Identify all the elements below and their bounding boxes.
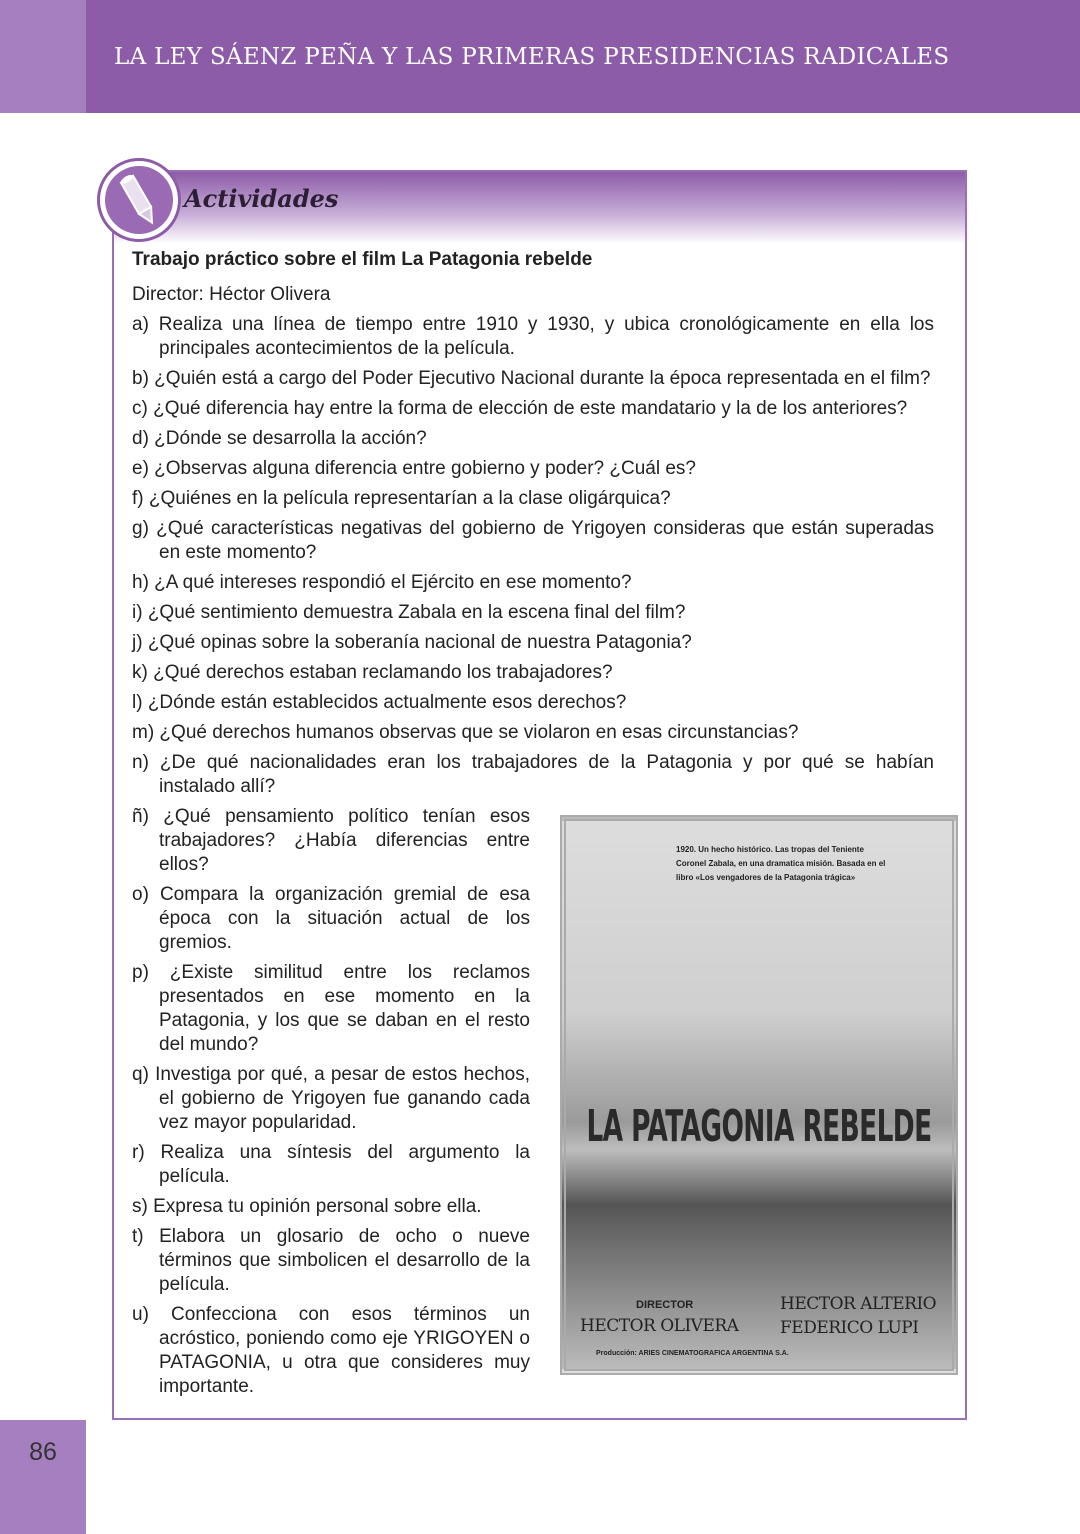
activity-item: i) ¿Qué sentimiento demuestra Zabala en la escena final del film? bbox=[132, 602, 686, 623]
director-line: Director: Héctor Olivera bbox=[132, 284, 331, 305]
activity-item: q) Investiga por qué, a pesar de estos hechos, el gobierno de Yrigoyen fue ganando cada vez mayor popularidad. bbox=[132, 1064, 530, 1133]
chapter-title: LA LEY SÁENZ PEÑA Y LAS PRIMERAS PRESIDENCIAS RADICALES bbox=[114, 44, 950, 70]
activity-item: t) Elabora un glosario de ocho o nueve términos que simbolicen el desarrollo de la película. bbox=[132, 1226, 530, 1295]
poster-production: Producción: ARIES CINEMATOGRAFICA ARGENTINA S.A. bbox=[596, 1350, 789, 1357]
pencil-icon bbox=[97, 158, 181, 242]
activity-item: d) ¿Dónde se desarrolla la acción? bbox=[132, 428, 427, 449]
header-accent bbox=[0, 0, 86, 113]
poster-blurb: 1920. Un hecho histórico. Las tropas del Teniente Coronel Zabala, en una dramatica misión. Basada en el libro «Los vengadores de la Patagonia trágica» bbox=[676, 845, 886, 882]
poster-title: LA PATAGONIA REBELDE bbox=[586, 1101, 932, 1152]
activity-item: m) ¿Qué derechos humanos observas que se violaron en esas circunstancias? bbox=[132, 722, 799, 743]
activity-item: b) ¿Quién está a cargo del Poder Ejecutivo Nacional durante la época representada en el film? bbox=[132, 368, 931, 389]
assignment-title: Trabajo práctico sobre el film La Patagonia rebelde bbox=[132, 249, 593, 270]
activity-item: e) ¿Observas alguna diferencia entre gobierno y poder? ¿Cuál es? bbox=[132, 458, 696, 479]
activity-item: o) Compara la organización gremial de esa época con la situación actual de los gremios. bbox=[132, 884, 530, 953]
poster-director-label: DIRECTOR bbox=[636, 1299, 694, 1311]
activity-item: h) ¿A qué intereses respondió el Ejército en ese momento? bbox=[132, 572, 632, 593]
header-band bbox=[86, 0, 1080, 113]
activity-item: k) ¿Qué derechos estaban reclamando los trabajadores? bbox=[132, 662, 613, 683]
activity-item: a) Realiza una línea de tiempo entre 1910 y 1930, y ubica cronológicamente en ella los principales acontecimientos de la película. bbox=[132, 314, 934, 359]
activity-item: l) ¿Dónde están establecidos actualmente esos derechos? bbox=[132, 692, 627, 713]
page-number: 86 bbox=[29, 1438, 57, 1466]
activity-item: s) Expresa tu opinión personal sobre ella. bbox=[132, 1196, 482, 1217]
activity-item: u) Confecciona con esos términos un acróstico, poniendo como eje YRIGOYEN o PATAGONIA, u otra que consideres muy importante. bbox=[132, 1304, 530, 1397]
activity-item: r) Realiza una síntesis del argumento la película. bbox=[132, 1142, 530, 1187]
poster-cast: HECTOR ALTERIO bbox=[780, 1294, 937, 1314]
poster-cast: FEDERICO LUPI bbox=[780, 1318, 919, 1338]
activity-item: g) ¿Qué características negativas del gobierno de Yrigoyen consideras que están superadas en este momento? bbox=[132, 518, 934, 563]
activity-item: p) ¿Existe similitud entre los reclamos presentados en ese momento en la Patagonia, y los que se daban en el resto del mundo? bbox=[132, 962, 530, 1055]
poster-director: HECTOR OLIVERA bbox=[580, 1316, 739, 1336]
activities-heading: Actividades bbox=[184, 184, 339, 213]
activity-item: f) ¿Quiénes en la película representarían a la clase oligárquica? bbox=[132, 488, 671, 509]
activity-item: ñ) ¿Qué pensamiento político tenían esos trabajadores? ¿Había diferencias entre ellos? bbox=[132, 806, 530, 875]
film-poster bbox=[560, 815, 958, 1375]
activity-item: c) ¿Qué diferencia hay entre la forma de elección de este mandatario y la de los anteriores? bbox=[132, 398, 908, 419]
activity-item: n) ¿De qué nacionalidades eran los trabajadores de la Patagonia y por qué se habían instalado allí? bbox=[132, 752, 934, 797]
activity-item: j) ¿Qué opinas sobre la soberanía nacional de nuestra Patagonia? bbox=[132, 632, 692, 653]
